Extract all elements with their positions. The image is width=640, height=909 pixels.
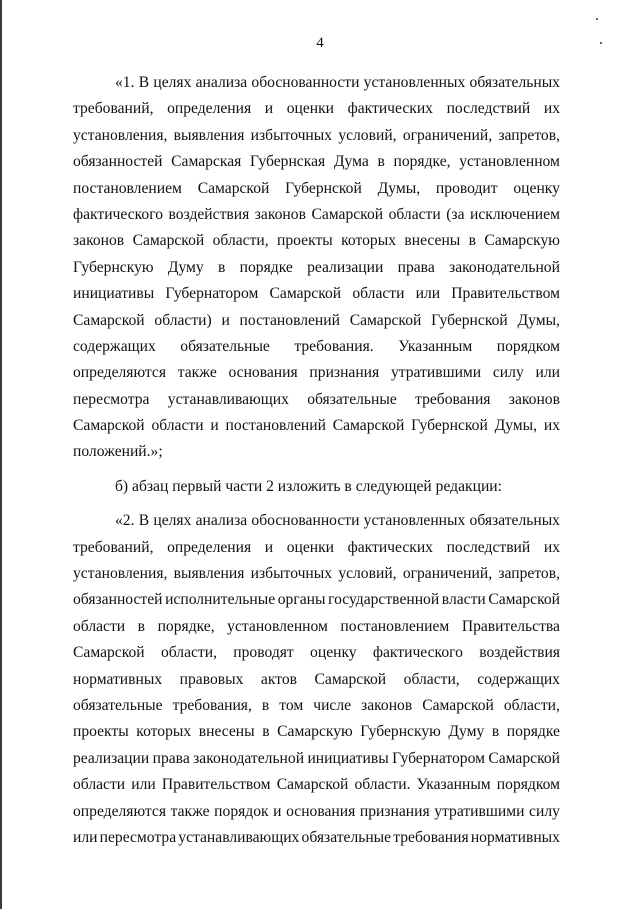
word: Самарской xyxy=(73,417,145,435)
word: законов xyxy=(254,205,306,223)
paragraph-gap xyxy=(73,851,560,859)
text-line xyxy=(73,772,560,798)
word: Губернатором xyxy=(392,749,485,767)
word: или xyxy=(535,364,560,382)
word: требования. xyxy=(294,337,374,355)
word: реализации xyxy=(73,749,150,767)
word: условий, xyxy=(338,126,397,144)
word: требования, xyxy=(172,696,252,714)
word: обязательные xyxy=(180,337,270,355)
word: Самарской xyxy=(332,417,405,435)
word: Дума xyxy=(333,153,369,171)
word: определения xyxy=(167,100,252,118)
word: анализа xyxy=(195,74,248,91)
word: их xyxy=(543,417,560,435)
text-line xyxy=(73,825,560,851)
word: обязательных xyxy=(469,512,560,530)
text-line xyxy=(73,746,560,772)
word: запретов, xyxy=(498,565,560,583)
word: порядком xyxy=(496,337,560,355)
word: установленных xyxy=(363,74,466,91)
word: их xyxy=(543,100,560,118)
word: и xyxy=(273,802,282,820)
word: ограничений, xyxy=(402,126,493,144)
word: утратившими xyxy=(434,802,525,820)
word: или xyxy=(73,828,98,846)
word: проводят xyxy=(233,644,294,662)
word: внесены xyxy=(198,723,255,741)
word: основания xyxy=(228,364,298,382)
word: избыточных xyxy=(250,565,333,583)
word: установления, xyxy=(73,126,168,144)
word: законов xyxy=(361,696,413,714)
word: обязанностей xyxy=(73,591,163,609)
word: Думу xyxy=(167,258,204,276)
word: области) xyxy=(154,311,212,329)
text-line xyxy=(73,96,560,122)
word: установленном xyxy=(227,617,328,635)
word: Самарской xyxy=(488,749,560,767)
text-line xyxy=(73,176,560,202)
word: избыточных xyxy=(250,126,333,144)
word: определения xyxy=(167,538,252,556)
word: фактических xyxy=(347,100,433,118)
word: права xyxy=(152,749,190,767)
word: нормативных xyxy=(470,828,560,846)
word: постановлением xyxy=(340,617,450,635)
word: постановлением xyxy=(73,179,182,197)
word: порядок xyxy=(214,802,269,820)
word: определяются xyxy=(73,802,167,820)
word: воздействия xyxy=(479,644,560,662)
word: устанавливающих xyxy=(167,390,289,408)
word: органы xyxy=(277,591,326,609)
paragraph-gap xyxy=(73,466,560,474)
word: пересмотра xyxy=(73,390,150,408)
word: Губернской xyxy=(411,417,488,435)
text-line xyxy=(73,799,560,825)
word: или xyxy=(131,776,156,794)
text-line xyxy=(73,561,560,587)
word: Самарской xyxy=(73,644,145,662)
scan-speck xyxy=(596,18,598,20)
text-line xyxy=(73,308,560,334)
word: Самарская xyxy=(171,153,242,171)
text-line xyxy=(73,360,560,386)
word: области xyxy=(73,617,126,635)
word: государственной xyxy=(328,591,440,609)
word: их xyxy=(543,538,560,556)
word: в xyxy=(137,617,146,635)
paragraph xyxy=(73,70,560,466)
word: устанавливающих xyxy=(178,828,300,846)
word: оценки xyxy=(286,100,335,118)
word: актов xyxy=(260,670,297,688)
word: Самарской xyxy=(197,179,270,197)
word: Правительства xyxy=(461,617,560,635)
text-line xyxy=(73,70,560,96)
text-line: положений.»; xyxy=(73,443,163,461)
word: Самарскую xyxy=(484,232,560,250)
word: в xyxy=(218,258,226,276)
paragraph xyxy=(73,474,560,500)
word: Самарской xyxy=(132,232,205,250)
word: исполнительные xyxy=(165,591,276,609)
word: том xyxy=(279,696,304,714)
word: Правительством xyxy=(161,776,271,794)
word: порядке xyxy=(239,258,293,276)
word: проекты xyxy=(73,723,129,741)
word: Самарской xyxy=(269,285,342,303)
word: законов xyxy=(508,390,560,408)
word: в xyxy=(377,153,385,171)
word: области xyxy=(151,417,204,435)
word: или xyxy=(415,285,441,303)
word: порядком xyxy=(496,776,560,794)
paragraph xyxy=(73,508,560,851)
paragraph-gap xyxy=(73,500,560,508)
page-number: 4 xyxy=(316,35,324,51)
word: правовых xyxy=(179,670,244,688)
word: фактических xyxy=(347,538,433,556)
word: права xyxy=(397,258,435,276)
word: числе xyxy=(313,696,352,714)
word: требования xyxy=(393,828,469,846)
text-line xyxy=(73,387,560,413)
word: условий, xyxy=(338,565,397,583)
word: определяются xyxy=(73,364,167,382)
text-line xyxy=(73,413,560,439)
word: Губернатором xyxy=(165,285,259,303)
word: Думы, xyxy=(517,311,560,329)
word: области, xyxy=(503,696,560,714)
word: Самарской xyxy=(422,696,494,714)
word: оценку xyxy=(310,644,357,662)
word: основания xyxy=(286,802,356,820)
word: (за xyxy=(446,205,465,223)
word: силу xyxy=(492,364,524,382)
text-line xyxy=(73,535,560,561)
word: также xyxy=(170,802,210,820)
word: Губернской xyxy=(285,179,362,197)
word: выявления xyxy=(173,126,245,144)
word: законодательной xyxy=(193,749,305,767)
word: воздействия xyxy=(168,205,250,223)
word: Думу xyxy=(448,723,485,741)
text-line xyxy=(73,149,560,175)
word: оценки xyxy=(286,538,335,556)
text-line xyxy=(73,202,560,228)
word: постановлений xyxy=(239,311,340,329)
word: нормативных xyxy=(73,670,163,688)
word: «1. xyxy=(115,74,135,91)
word: инициативы xyxy=(307,749,389,767)
word: области. xyxy=(354,776,411,794)
word: силу xyxy=(529,802,560,820)
word: порядке xyxy=(506,723,560,741)
word: внесены xyxy=(404,232,461,250)
word: Самарской xyxy=(314,670,387,688)
word: в xyxy=(261,696,270,714)
text-line xyxy=(73,255,560,281)
word: Губернской xyxy=(431,311,508,329)
word: обязательные xyxy=(307,390,397,408)
word: обязательные xyxy=(301,828,392,846)
word: и xyxy=(221,311,230,329)
word: Самарской xyxy=(488,591,560,609)
text-line xyxy=(73,693,560,719)
word: и xyxy=(264,100,274,118)
word: обоснованности xyxy=(251,74,360,91)
text-line xyxy=(73,281,560,307)
word: запретов, xyxy=(498,126,560,144)
text-line xyxy=(73,123,560,149)
word: Самарской xyxy=(349,311,422,329)
word: исключением xyxy=(470,205,560,223)
word: целях xyxy=(153,74,192,91)
word: обязательных xyxy=(469,74,560,91)
word: признания xyxy=(359,802,430,820)
word: Указанным xyxy=(416,776,491,794)
word: власти xyxy=(441,591,486,609)
word: оценку xyxy=(513,179,560,197)
text-line xyxy=(73,667,560,693)
text-line: б) абзац первый части 2 изложить в следующей редакции: xyxy=(115,477,502,495)
word: ограничений, xyxy=(402,565,493,583)
word: утратившими xyxy=(390,364,482,382)
word: последствий xyxy=(446,538,531,556)
word: области xyxy=(73,776,126,794)
word: целях xyxy=(153,512,192,530)
word: области, xyxy=(160,644,217,662)
word: и xyxy=(210,417,219,435)
word: и xyxy=(264,538,274,556)
word: Правительством xyxy=(451,285,560,303)
word: требований, xyxy=(73,100,154,118)
word: области, xyxy=(212,232,269,250)
text-line xyxy=(73,719,560,745)
text-line xyxy=(73,228,560,254)
word: порядке, xyxy=(157,617,215,635)
word: «2. xyxy=(115,512,135,530)
word: постановлений xyxy=(225,417,326,435)
word: содержащих xyxy=(477,670,560,688)
word: порядке, xyxy=(393,153,451,171)
word: Указанным xyxy=(398,337,473,355)
word: также xyxy=(177,364,217,382)
word: законодательной xyxy=(449,258,560,276)
word: Самарской xyxy=(73,311,145,329)
word: в xyxy=(491,723,500,741)
word: Самарской xyxy=(311,205,384,223)
word: проводит xyxy=(435,179,498,197)
word: фактического xyxy=(372,644,463,662)
word: признания xyxy=(309,364,380,382)
text-line xyxy=(73,614,560,640)
word: требования xyxy=(415,390,491,408)
word: установления, xyxy=(73,565,168,583)
word: последствий xyxy=(446,100,531,118)
word: обязанностей xyxy=(73,153,163,171)
word: области xyxy=(388,205,441,223)
text-line xyxy=(73,508,560,534)
word: области xyxy=(352,285,405,303)
word: Думы, xyxy=(494,417,538,435)
word: обязательные xyxy=(73,696,163,714)
text-line xyxy=(73,640,560,666)
text-line xyxy=(73,587,560,613)
word: которых xyxy=(341,232,396,250)
word: Губернскую xyxy=(360,723,441,741)
word: пересмотра xyxy=(99,828,177,846)
word: В xyxy=(138,74,150,91)
word: содержащих xyxy=(73,337,156,355)
word: установленном xyxy=(459,153,560,171)
document-body xyxy=(73,70,560,859)
word: Думы, xyxy=(377,179,421,197)
word: Самарскую xyxy=(277,723,353,741)
word: которых xyxy=(136,723,192,741)
word: Губернскую xyxy=(73,258,154,276)
word: требований, xyxy=(73,538,154,556)
word: проекты xyxy=(277,232,333,250)
word: анализа xyxy=(195,512,248,530)
word: в xyxy=(468,232,477,250)
word: установленных xyxy=(363,512,466,530)
word: реализации xyxy=(307,258,384,276)
text-line xyxy=(73,334,560,360)
word: инициативы xyxy=(73,285,155,303)
word: выявления xyxy=(173,565,245,583)
word: Губернская xyxy=(250,153,326,171)
word: Самарской xyxy=(276,776,349,794)
word: В xyxy=(138,512,150,530)
word: законов xyxy=(73,232,125,250)
scan-left-edge xyxy=(0,0,2,909)
word: фактического xyxy=(73,205,164,223)
word: обоснованности xyxy=(251,512,360,530)
word: в xyxy=(262,723,270,741)
word: области, xyxy=(403,670,460,688)
